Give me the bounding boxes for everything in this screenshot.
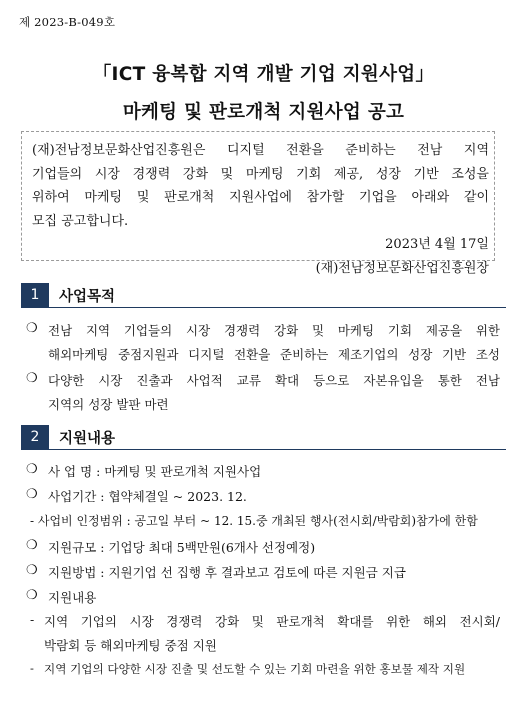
notice-box bbox=[21, 131, 495, 276]
content-item-a-line-2: 박람회 등 해외마케팅 중점 지원 bbox=[44, 638, 217, 653]
period-note: - 사업비 인정범위 : 공고일 부터 ~ 12. 15.중 개최된 행사(전시회/박람회)참가에 한함 bbox=[30, 514, 478, 528]
period-text: 사업기간 : 협약체결일 ~ 2023. 12. bbox=[48, 489, 247, 504]
section-1-header bbox=[21, 283, 115, 307]
content-text: 지원내용 bbox=[48, 590, 97, 605]
business-name-text: 사 업 명 : 마케팅 및 판로개척 지원사업 bbox=[48, 464, 262, 479]
bullet-circle-icon: ❍ bbox=[26, 588, 38, 603]
notice-date: 2023년 4월 17일 bbox=[385, 237, 489, 252]
title-line-2: 마케팅 및 판로개척 지원사업 공고 bbox=[122, 102, 405, 123]
notice-signature: (재)전남정보문화산업진흥원장 bbox=[315, 260, 489, 276]
notice-line-3: 위하여 마케팅 및 판로개척 지원사업에 참가할 기업을 아래와 같이 bbox=[32, 190, 489, 205]
section-2-rule bbox=[21, 449, 506, 450]
section-1-number: 1 bbox=[21, 283, 49, 307]
notice-line-1: (재)전남정보문화산업진흥원은 디지털 전환을 준비하는 전남 지역 bbox=[32, 143, 489, 158]
section-1-title: 사업목적 bbox=[59, 288, 116, 305]
purpose-item-1-line-2: 해외마케팅 중점지원과 디지털 전환을 준비하는 제조기업의 성장 기반 조성 bbox=[48, 347, 500, 362]
dash-marker: - bbox=[30, 661, 34, 675]
document-number: 제 2023-B-049호 bbox=[19, 15, 116, 29]
notice-line-4: 모집 공고합니다. bbox=[32, 213, 129, 229]
title-line-1: 「ICT 융복합 지역 개발 기업 지원사업」 bbox=[92, 64, 435, 85]
method-text: 지원방법 : 지원기업 선 집행 후 결과보고 검토에 따른 지원금 지급 bbox=[48, 565, 406, 580]
scale-text: 지원규모 : 기업당 최대 5백만원(6개사 선정예정) bbox=[48, 540, 316, 555]
bullet-circle-icon: ❍ bbox=[26, 563, 38, 578]
content-item-b-text: 지역 기업의 다양한 시장 진출 및 선도할 수 있는 기회 마련을 위한 홍보물 제작 지원 bbox=[44, 662, 466, 676]
dash-marker: - bbox=[30, 612, 35, 627]
section-2-header bbox=[21, 425, 115, 449]
purpose-item-2-line-1: 다양한 시장 진출과 사업적 교류 확대 등으로 자본유입을 통한 전남 bbox=[48, 373, 500, 388]
bullet-circle-icon: ❍ bbox=[26, 321, 38, 336]
section-2-title: 지원내용 bbox=[59, 430, 116, 447]
bullet-circle-icon: ❍ bbox=[26, 371, 38, 386]
section-1-rule bbox=[21, 307, 506, 308]
bullet-circle-icon: ❍ bbox=[26, 487, 38, 502]
content-item-a-line-1: 지역 기업의 시장 경쟁력 강화 및 판로개척 확대를 위한 해외 전시회/ bbox=[44, 614, 500, 629]
section-2-number: 2 bbox=[21, 425, 49, 449]
purpose-item-2-line-2: 지역의 성장 발판 마련 bbox=[48, 397, 169, 412]
notice-line-2: 기업들의 시장 경쟁력 강화 및 마케팅 기회 제공, 성장 기반 조성을 bbox=[32, 166, 489, 182]
purpose-item-1-line-1: 전남 지역 기업들의 시장 경쟁력 강화 및 마케팅 기회 제공을 위한 bbox=[48, 323, 500, 338]
bullet-circle-icon: ❍ bbox=[26, 538, 38, 553]
bullet-circle-icon: ❍ bbox=[26, 462, 38, 477]
